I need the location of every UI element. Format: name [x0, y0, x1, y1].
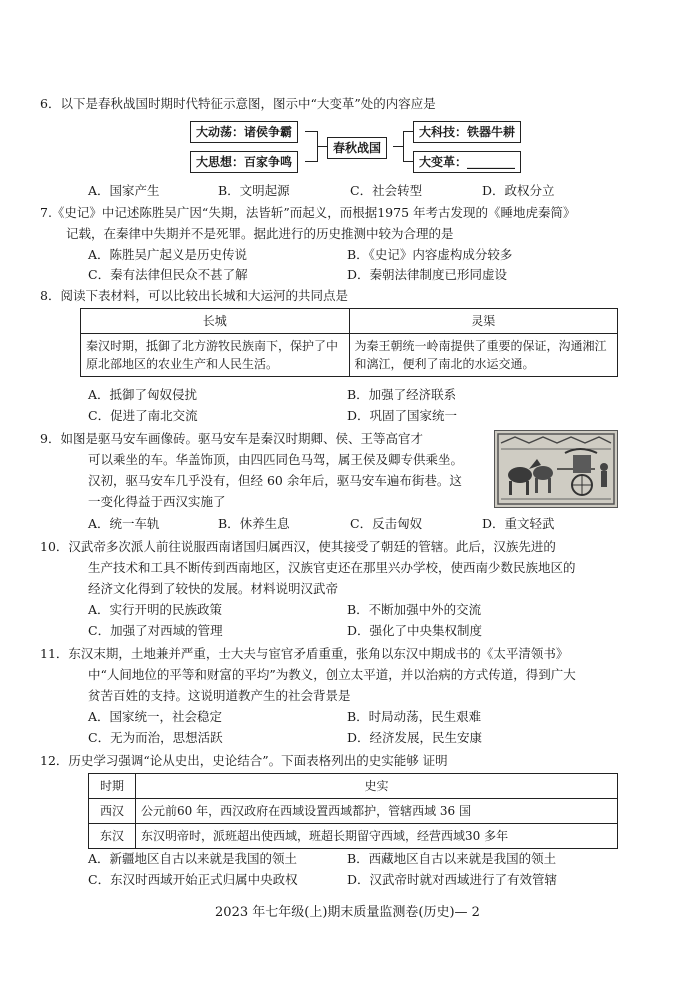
q6-option-c[interactable]: C．社会转型 — [350, 183, 423, 198]
q7-option-d[interactable]: D．秦朝法律制度已形同虚设 — [347, 267, 508, 282]
q12-row-period: 西汉 — [89, 799, 136, 824]
diagram-box-left-top: 大动荡：诸侯争霸 — [190, 121, 298, 143]
q6-option-a[interactable]: A．国家产生 — [88, 183, 160, 198]
q9-stem-line-2: 可以乘坐的车。华盖饰顶，由四匹同色马驾，属王侯及卿专供乘坐。 — [88, 452, 464, 467]
q10-stem-line-1: 10．汉武帝多次派人前往说服西南诸国归属西汉，使其接受了朝廷的管辖。此后，汉族先进的 — [40, 539, 556, 554]
q6-option-d[interactable]: D．政权分立 — [482, 183, 555, 198]
q10-stem-line-3: 经济文化得到了较快的发展。材料说明汉武帝 — [88, 581, 339, 596]
q8-option-a[interactable]: A．抵御了匈奴侵扰 — [88, 387, 198, 402]
q7-option-a[interactable]: A．陈胜吴广起义是历史传说 — [88, 247, 248, 262]
q11-stem-line-1: 11．东汉末期，土地兼并严重，士大夫与宦官矛盾重重，张角以东汉中期成书的《太平清领书》 — [40, 646, 569, 661]
diagram-connector — [317, 146, 327, 147]
diagram-connector — [305, 161, 317, 162]
page-footer: 2023 年七年级(上)期末质量监测卷(历史)— 2 — [215, 905, 480, 920]
table-row — [89, 824, 618, 849]
diagram-box-center: 春秋战国 — [327, 137, 387, 159]
q12-option-d[interactable]: D．汉武帝时就对西域进行了有效管辖 — [347, 872, 558, 887]
q11-stem-line-2: 中“人间地位的平等和财富的平均”为教义，创立太平道，并以治病的方式传道，得到广大 — [88, 667, 576, 682]
q10-option-d[interactable]: D．强化了中央集权制度 — [347, 623, 483, 638]
q10-stem-line-2: 生产技术和工具不断传到西南地区，汉族官吏还在那里兴办学校，使西南少数民族地区的 — [88, 560, 576, 575]
q6-stem: 6．以下是春秋战国时期时代特征示意图，图示中“大变革”处的内容应是 — [40, 96, 436, 111]
q11-option-c[interactable]: C．无为而治，思想活跃 — [88, 730, 223, 745]
q9-option-d[interactable]: D．重文轻武 — [482, 516, 555, 531]
diagram-connector — [393, 146, 403, 147]
q7-option-c[interactable]: C．秦有法律但民众不甚了解 — [88, 267, 248, 282]
q9-option-b[interactable]: B．休养生息 — [218, 516, 290, 531]
q12-header-period: 时期 — [89, 774, 136, 799]
q11-option-a[interactable]: A．国家统一，社会稳定 — [88, 709, 223, 724]
q12-header-fact: 史实 — [136, 774, 618, 799]
q8-header-greatwall: 长城 — [81, 309, 350, 334]
diagram-box-left-bottom: 大思想：百家争鸣 — [190, 151, 298, 173]
diagram-connector — [403, 131, 413, 132]
q11-stem-line-3: 贫苦百姓的支持。这说明道教产生的社会背景是 — [88, 688, 351, 703]
q8-option-d[interactable]: D．巩固了国家统一 — [347, 408, 458, 423]
diagram-connector — [403, 161, 413, 162]
q10-option-b[interactable]: B．不断加强中外的交流 — [347, 602, 482, 617]
diagram-box-right-top: 大科技：铁器牛耕 — [413, 121, 521, 143]
q9-stem-line-3: 汉初，驱马安车几乎没有，但经 60 余年后，驱马安车遍布街巷。这 — [88, 473, 462, 488]
q12-row-period: 东汉 — [89, 824, 136, 849]
q10-option-a[interactable]: A．实行开明的民族政策 — [88, 602, 223, 617]
q9-option-c[interactable]: C．反击匈奴 — [350, 516, 423, 531]
q7-stem-line-1: 7.《史记》中记述陈胜吴广因“失期，法皆斩”而起义，而根据1975 年考古发现的《睡地虎秦简》 — [40, 205, 576, 220]
q8-header-lingqu: 灵渠 — [349, 309, 618, 334]
q9-option-a[interactable]: A．统一车轨 — [88, 516, 160, 531]
q8-option-b[interactable]: B．加强了经济联系 — [347, 387, 457, 402]
diagram-connector — [305, 131, 317, 132]
diagram-connector — [403, 131, 404, 162]
q7-stem-line-2: 记载，在秦律中失期并不是死罪。据此进行的历史推测中较为合理的是 — [66, 226, 454, 241]
q8-cell-greatwall: 秦汉时期，抵御了北方游牧民族南下，保护了中原北部地区的农业生产和人民生活。 — [81, 334, 350, 377]
q12-table — [88, 773, 618, 849]
q9-stem-line-4: 一变化得益于西汉实施了 — [88, 494, 226, 509]
q12-option-c[interactable]: C．东汉时西域开始正式归属中央政权 — [88, 872, 298, 887]
q11-option-d[interactable]: D．经济发展，民生安康 — [347, 730, 483, 745]
q11-option-b[interactable]: B．时局动荡，民生艰难 — [347, 709, 482, 724]
q8-option-c[interactable]: C．促进了南北交流 — [88, 408, 198, 423]
diagram-box-right-bottom: 大变革：________ — [413, 151, 521, 173]
q12-row-fact: 公元前60 年，西汉政府在西域设置西域都护，管辖西域 36 国 — [136, 799, 618, 824]
q9-stem-line-1: 9．如图是驱马安车画像砖。驱马安车是秦汉时期卿、侯、王等高官才 — [40, 431, 423, 446]
q12-option-b[interactable]: B．西藏地区自古以来就是我国的领土 — [347, 851, 557, 866]
q8-table — [80, 308, 618, 377]
q7-option-b[interactable]: B．《史记》内容虚构成分较多 — [347, 247, 513, 262]
carriage-brick-image — [494, 430, 618, 508]
q8-stem: 8．阅读下表材料，可以比较出长城和大运河的共同点是 — [40, 288, 348, 303]
q12-option-a[interactable]: A．新疆地区自古以来就是我国的领土 — [88, 851, 298, 866]
table-row — [89, 799, 618, 824]
q6-option-b[interactable]: B．文明起源 — [218, 183, 290, 198]
q10-option-c[interactable]: C．加强了对西域的管理 — [88, 623, 223, 638]
q12-stem: 12．历史学习强调“论从史出，史论结合”。下面表格列出的史实能够 证明 — [40, 753, 448, 768]
q8-cell-lingqu: 为秦王朝统一岭南提供了重要的保证，沟通湘江和漓江，便利了南北的水运交通。 — [349, 334, 618, 377]
q12-row-fact: 东汉明帝时，派班超出使西域，班超长期留守西域，经营西域30 多年 — [136, 824, 618, 849]
